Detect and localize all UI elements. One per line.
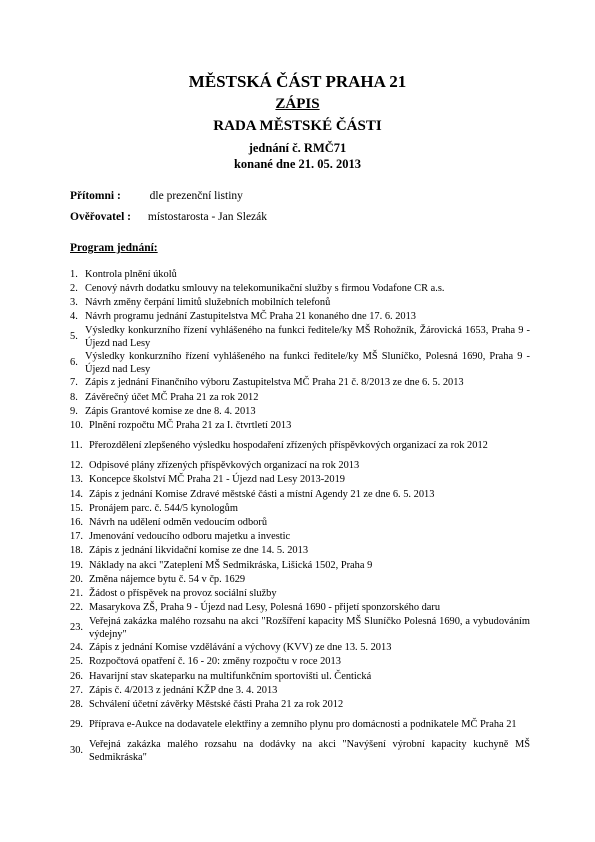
agenda-item-text: Návrh programu jednání Zastupitelstva MČ Praha 21 konaného dne 17. 6. 2013: [85, 311, 416, 323]
agenda-item-text: Zápis č. 4/2013 z jednání KŽP dne 3. 4. 2013: [89, 684, 278, 696]
agenda-item-text: Zápis z jednání Komise vzdělávání a výchovy (KVV) ze dne 13. 5. 2013: [89, 642, 392, 654]
agenda-item: [70, 573, 530, 587]
agenda-item-number: 26.: [70, 670, 83, 682]
agenda-list: [70, 268, 530, 765]
agenda-item-number: 25.: [70, 656, 83, 668]
agenda-item: [70, 559, 530, 573]
agenda-item: [70, 587, 530, 601]
agenda-item-text: Zápis z jednání Finančního výboru Zastupitelstva MČ Praha 21 č. 8/2013 ze dne 6. 5. 2013: [85, 377, 464, 389]
agenda-item-number: 15.: [70, 502, 83, 514]
agenda-item-number: 9.: [70, 405, 78, 417]
agenda-item-number: 6.: [70, 357, 78, 369]
agenda-item: [70, 516, 530, 530]
agenda-item-text: Plnění rozpočtu MČ Praha 21 za I. čtvrtletí 2013: [89, 420, 292, 431]
agenda-item-number: 5.: [70, 331, 78, 343]
agenda-item-text: Příprava e-Aukce na dodavatele elektřiny a zemního plynu pro domácnosti a podnikatele MČ Praha 21: [89, 719, 517, 731]
agenda-item-text: Návrh na udělení odměn vedoucím odborů: [89, 516, 268, 528]
agenda-item: [70, 739, 530, 765]
agenda-item-number: 24.: [70, 642, 83, 654]
agenda-item-number: 14.: [70, 488, 83, 500]
agenda-item-text: Závěrečný účet MČ Praha 21 za rok 2012: [85, 391, 259, 403]
attendees-row: [70, 190, 243, 202]
agenda-item-number: 12.: [70, 460, 83, 472]
meeting-date: konané dne 21. 05. 2013: [233, 157, 362, 171]
agenda-item-number: 20.: [70, 573, 83, 585]
agenda-item: [70, 698, 530, 712]
agenda-item: [70, 656, 530, 670]
agenda-item-text: Jmenování vedoucího odboru majetku a investic: [89, 531, 291, 543]
agenda-item: [70, 391, 530, 405]
agenda-item-text: Rozpočtová opatření č. 16 - 20: změny rozpočtu v roce 2013: [89, 656, 341, 668]
agenda-heading: Program jednání:: [70, 242, 158, 254]
agenda-item-number: 19.: [70, 559, 83, 571]
agenda-item-number: 4.: [70, 311, 78, 323]
agenda-item: [70, 670, 530, 684]
agenda-item-text: Odpisové plány zřízených příspěvkových organizací na rok 2013: [89, 460, 360, 472]
agenda-item-number: 16.: [70, 516, 83, 528]
agenda-item: [70, 377, 530, 391]
agenda-item: [70, 530, 530, 544]
meeting-number: jednání č. RMČ71: [248, 141, 347, 155]
agenda-item-text: Masarykova ZŠ, Praha 9 - Újezd nad Lesy, Polesná 1690 - přijetí sponzorského daru: [89, 602, 441, 614]
agenda-item-text: Přerozdělení zlepšeného výsledku hospodaření zřízených příspěvkových organizací za rok 2012: [89, 440, 488, 452]
agenda-item-text: Výsledky konkurzního řízení vyhlášeného na funkci ředitele/ky MŠ Sluníčko, Polesná 1690, Praha 9 - Újezd nad Lesy: [85, 350, 530, 375]
agenda-item: [70, 684, 530, 698]
agenda-item: [70, 642, 530, 656]
agenda-item: [70, 311, 530, 325]
agenda-item-number: 18.: [70, 545, 83, 557]
agenda-item: [70, 296, 530, 310]
agenda-item: [70, 488, 530, 502]
attendees-label: Přítomni :: [70, 190, 121, 202]
agenda-item-number: 1.: [70, 268, 78, 280]
agenda-item-number: 13.: [70, 474, 83, 486]
verifier-value: místostarosta - Jan Slezák: [147, 211, 268, 223]
agenda-item: [70, 351, 530, 377]
agenda-item-text: Cenový návrh dodatku smlouvy na telekomunikační služby s firmou Vodafone CR a.s.: [85, 282, 445, 294]
agenda-item-text: Návrh změny čerpání limitů služebních mobilních telefonů: [85, 297, 331, 309]
agenda-item-text: Pronájem parc. č. 544/5 kynologům: [89, 502, 238, 514]
agenda-item-text: Koncepce školství MČ Praha 21 - Újezd nad Lesy 2013-2019: [89, 474, 345, 486]
agenda-item: [70, 419, 530, 433]
agenda-item: [70, 268, 530, 282]
agenda-item-text: Náklady na akci "Zateplení MŠ Sedmikráska, Lišická 1502, Praha 9: [89, 559, 373, 571]
agenda-item-number: 22.: [70, 602, 83, 614]
agenda-item-number: 3.: [70, 297, 78, 309]
agenda-item: [70, 434, 530, 460]
agenda-item-text: Havarijní stav skateparku na multifunkčním sportovišti ul. Čentická: [89, 670, 372, 682]
attendees-value: dle prezenční listiny: [149, 190, 243, 202]
agenda-item: [70, 282, 530, 296]
agenda-item-number: 8.: [70, 391, 78, 403]
agenda-item-number: 7.: [70, 377, 78, 389]
agenda-item: [70, 502, 530, 516]
agenda-item: [70, 545, 530, 559]
agenda-item-text: Veřejná zakázka malého rozsahu na dodávky na akci "Navýšení výrobní kapacity kuchyně MŠ Sedmikráska": [89, 738, 530, 763]
document-type-title: ZÁPIS: [275, 96, 320, 112]
agenda-item: [70, 713, 530, 739]
council-title: RADA MĚSTSKÉ ČÁSTI: [213, 118, 382, 134]
agenda-item-text: Zápis Grantové komise ze dne 8. 4. 2013: [85, 405, 256, 417]
agenda-item-text: Změna nájemce bytu č. 54 v čp. 1629: [89, 573, 246, 585]
agenda-item-number: 27.: [70, 684, 83, 696]
agenda-item: [70, 405, 530, 419]
verifier-label: Ověřovatel :: [70, 211, 131, 223]
agenda-item-text: Žádost o příspěvek na provoz sociální služby: [89, 587, 277, 599]
agenda-item-text: Výsledky konkurzního řízení vyhlášeného na funkci ředitele/ky MŠ Rohožník, Žárovická 1653, Praha 9 - Újezd nad Lesy: [85, 324, 530, 349]
agenda-item-number: 11.: [70, 440, 83, 452]
agenda-item: [70, 601, 530, 615]
agenda-item-number: 23.: [70, 622, 83, 634]
agenda-item: [70, 460, 530, 474]
agenda-item-number: 17.: [70, 531, 83, 543]
agenda-item-text: Kontrola plnění úkolů: [85, 268, 177, 280]
agenda-item-number: 10.: [70, 420, 83, 431]
agenda-item-text: Veřejná zakázka malého rozsahu na akci "Rozšíření kapacity MŠ Sluníčko Polesná 1690, a vybudováním výdejny": [89, 615, 530, 640]
agenda-item-number: 30.: [70, 745, 83, 757]
municipality-title: MĚSTSKÁ ČÁST PRAHA 21: [188, 72, 407, 91]
agenda-item-number: 28.: [70, 699, 83, 710]
agenda-item: [70, 616, 530, 642]
verifier-row: [70, 211, 267, 223]
agenda-item: [70, 325, 530, 351]
agenda-item-text: Schválení účetní závěrky Městské části Praha 21 za rok 2012: [89, 699, 344, 710]
agenda-item-number: 2.: [70, 282, 78, 294]
agenda-item-text: Zápis z jednání Komise Zdravé městské části a místní Agendy 21 ze dne 6. 5. 2013: [89, 488, 435, 500]
agenda-item: [70, 474, 530, 488]
agenda-item-number: 21.: [70, 587, 83, 599]
agenda-item-number: 29.: [70, 719, 83, 731]
agenda-item-text: Zápis z jednání likvidační komise ze dne 14. 5. 2013: [89, 545, 309, 557]
